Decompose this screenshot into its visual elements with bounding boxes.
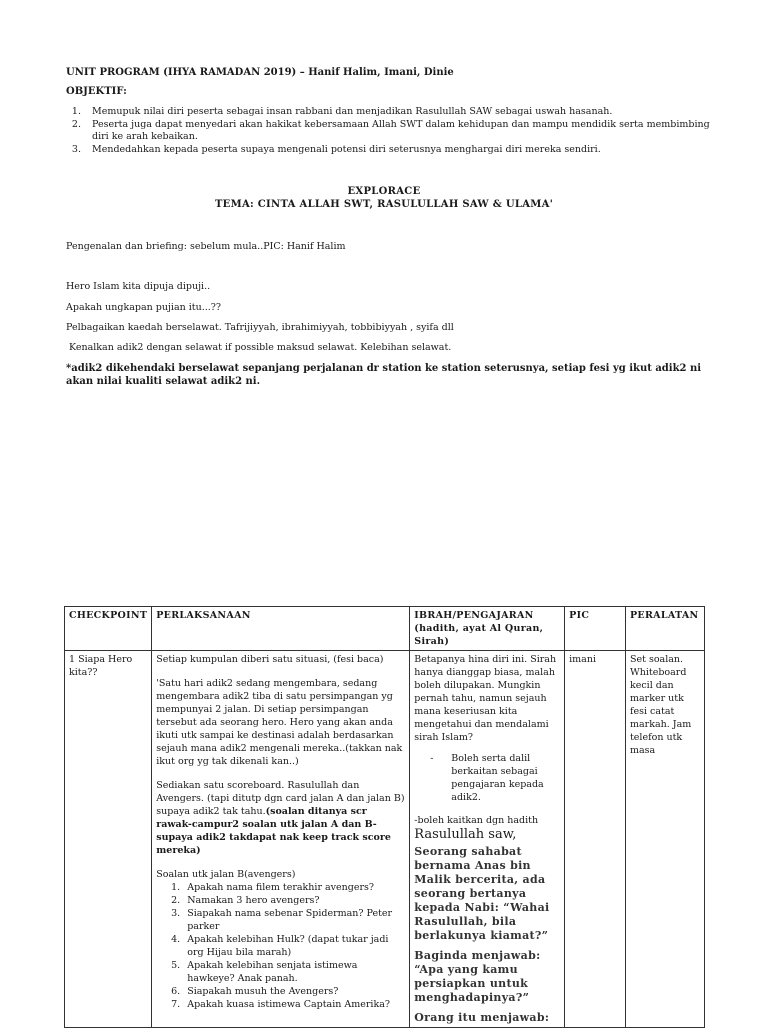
section-theme: TEMA: CINTA ALLAH SWT, RASULULLAH SAW & ULAMA': [214, 199, 554, 210]
hadith-text: Baginda menjawab: “Apa yang kamu persiapkan untuk menghadapinya?”: [414, 949, 541, 1004]
hadith-link-note: -boleh kaitkan dgn hadith: [414, 815, 539, 826]
checkpoint-cell: [65, 651, 152, 1028]
ibrah-dash-item: - Boleh serta dalil berkaitan sebagai pengajaran kepada adik2.: [430, 752, 560, 804]
column-header-perlaksanaan: PERLAKSANAAN: [152, 607, 410, 651]
situation-text: 'Satu hari adik2 sedang mengembara, sedang mengembara adik2 tiba di satu persimpangan yg mempunyai 2 jalan. Di setiap persimpangan tersebut ada seorang hero. Hero yang akan anda ikuti utk sampai ke destinasi adalah berdasarkan sejauh mana adik2 mengenali mereka..(takkan nak ikut org yg tak dikenali kan..): [156, 678, 403, 767]
peralatan-text: Set soalan. Whiteboard kecil dan marker utk fesi catat markah. Jam telefon utk masa: [629, 654, 692, 756]
column-header-checkpoint: CHECKPOINT: [65, 607, 152, 651]
intro-line: Pelbagaikan kaedah berselawat. Tafrijiyyah, ibrahimiyyah, tobbibiyyah , syifa dll: [66, 322, 454, 333]
objective-item: 2. Peserta juga dapat menyedari akan hakikat kebersamaan Allah SWT dalam kehidupan dan mampu mendidik serta membimbing diri ke arah kebaikan.: [84, 119, 724, 143]
section-title: EXPLORACE: [347, 186, 421, 197]
perlaksanaan-cell: [152, 651, 410, 1028]
objectives-list: [66, 106, 724, 157]
question-item: 2. Namakan 3 hero avengers?: [183, 894, 405, 907]
question-item: 1. Apakah nama filem terakhir avengers?: [183, 881, 405, 894]
hadith-text: Orang itu menjawab:: [414, 1011, 550, 1024]
ibrah-text: Betapanya hina diri ini. Sirah hanya dianggap biasa, malah boleh dilupakan. Mungkin pernah tahu, namun sejauh mana keseriusan kita mengetahui dan mendalami sirah Islam?: [414, 654, 557, 743]
questions-list: [156, 881, 405, 1011]
perlaksanaan-intro: Setiap kumpulan diberi satu situasi, (fesi baca): [156, 654, 384, 665]
scoreboard-text: [156, 779, 405, 857]
objective-item: 1. Memupuk nilai diri peserta sebagai insan rabbani dan menjadikan Rasulullah SAW sebagai uswah hasanah.: [84, 106, 724, 118]
document-title: UNIT PROGRAM (IHYA RAMADAN 2019) – Hanif Halim, Imani, Dinie: [66, 67, 454, 78]
ibrah-dash-list: [414, 752, 560, 804]
question-item: 6. Siapakah musuh the Avengers?: [183, 985, 405, 998]
peralatan-cell: [625, 651, 704, 1028]
hadith-heading: Rasulullah saw,: [414, 827, 517, 842]
scoreboard-plain: Sediakan satu scoreboard. Rasulullah dan Avengers. (tapi ditutp dgn card jalan A dan jalan B) supaya adik2 tak tahu.: [156, 780, 405, 817]
question-item: 7. Apakah kuasa istimewa Captain Amerika?: [183, 998, 405, 1011]
column-header-ibrah: IBRAH/PENGAJARAN (hadith, ayat Al Quran, Sirah): [410, 607, 565, 651]
checkpoint-text: 1 Siapa Hero kita??: [69, 654, 133, 678]
questions-heading: Soalan utk jalan B(avengers): [156, 869, 296, 880]
selawat-note: *adik2 dikehendaki berselawat sepanjang perjalanan dr station ke station seterusnya, setiap fesi yg ikut adik2 ni akan nilai kualiti selawat adik2 ni.: [66, 363, 702, 387]
scoreboard-bold: (soalan ditanya scr rawak-campur2 soalan utk jalan A dan B-supaya adik2 takdapat nak keep track score mereka): [156, 806, 391, 856]
question-item: 4. Apakah kelebihan Hulk? (dapat tukar jadi org Hijau bila marah): [183, 933, 405, 959]
ibrah-cell: [410, 651, 565, 1028]
table-header-row: [65, 607, 705, 651]
objektif-heading: OBJEKTIF:: [66, 86, 127, 97]
pic-text: imani: [569, 654, 597, 665]
hadith-text: Seorang sahabat bernama Anas bin Malik bercerita, ada seorang bertanya kepada Nabi: “Wahai Rasulullah, bila berlakunya kiamat?”: [414, 845, 550, 942]
briefing-line: Pengenalan dan briefing: sebelum mula..PIC: Hanif Halim: [66, 241, 346, 252]
column-header-pic: PIC: [565, 607, 626, 651]
column-header-peralatan: PERALATAN: [625, 607, 704, 651]
question-item: 5. Apakah kelebihan senjata istimewa hawkeye? Anak panah.: [183, 959, 405, 985]
pic-cell: [565, 651, 626, 1028]
program-table: [64, 606, 705, 1028]
intro-line: Hero Islam kita dipuja dipuji..: [66, 281, 211, 292]
table-row: [65, 651, 705, 1028]
intro-line: Apakah ungkapan pujian itu...??: [66, 302, 221, 313]
intro-line: Kenalkan adik2 dengan selawat if possible maksud selawat. Kelebihan selawat.: [66, 342, 452, 353]
objective-item: 3. Mendedahkan kepada peserta supaya mengenali potensi diri seterusnya menghargai diri mereka sendiri.: [84, 144, 724, 156]
question-item: 3. Siapakah nama sebenar Spiderman? Peter parker: [183, 907, 405, 933]
